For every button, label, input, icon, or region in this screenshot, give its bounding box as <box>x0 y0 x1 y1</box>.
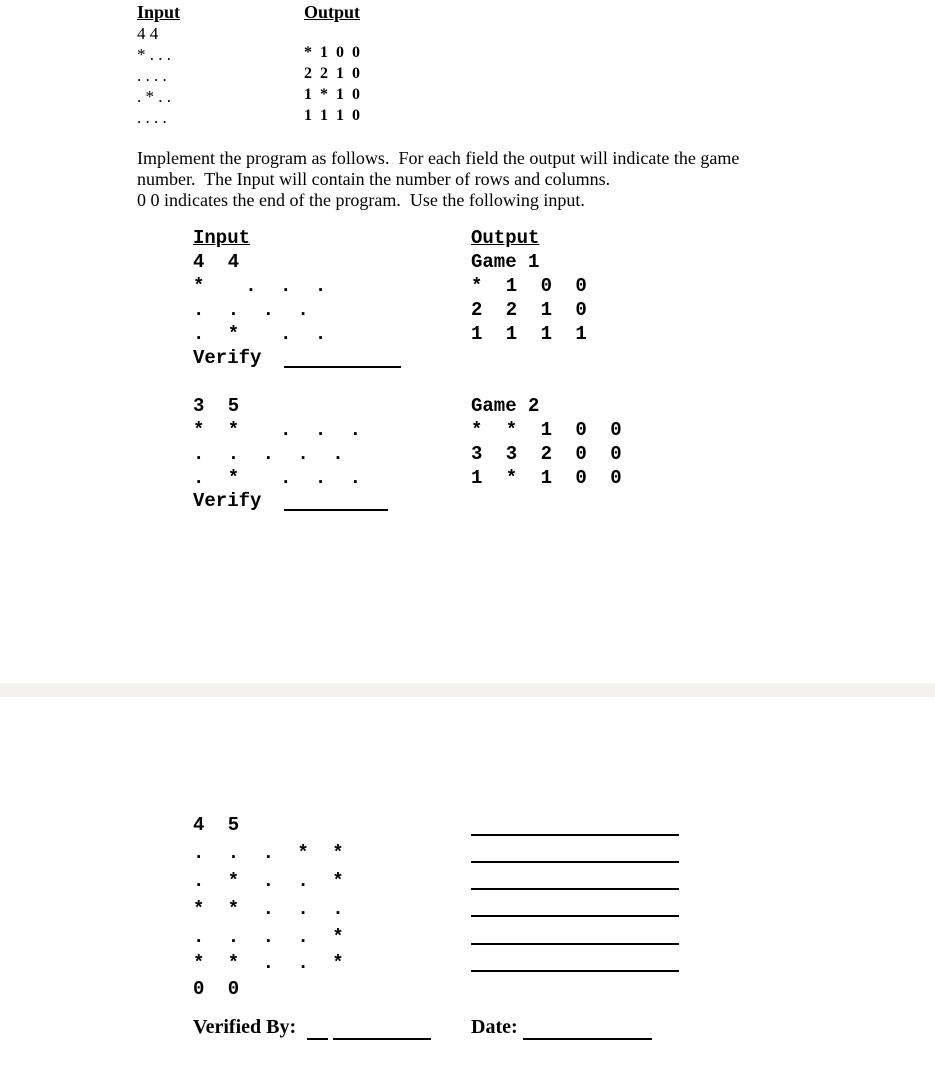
instructions-line: 0 0 indicates the end of the program. Use the following input. <box>137 190 585 210</box>
game3-answer-line[interactable] <box>471 915 679 917</box>
game3-input-row: . . . . * <box>193 926 350 948</box>
example-input-row: * . . . <box>137 45 171 64</box>
example-output-row: 1 * 1 0 <box>304 86 362 103</box>
game3-answer-line[interactable] <box>471 943 679 945</box>
example-output-heading: Output <box>304 2 361 22</box>
game1-output-title: Game 1 <box>471 251 540 273</box>
game3-input-size: 4 5 <box>193 814 246 836</box>
example-output-row: * 1 0 0 <box>304 44 362 61</box>
game2-output-row: * * 1 0 0 <box>471 419 628 441</box>
example-output-row: 1 1 1 0 <box>304 107 362 124</box>
game1-output-row: 2 2 1 0 <box>471 299 593 321</box>
game3-answer-line[interactable] <box>471 970 679 972</box>
example-output-row: 2 2 1 0 <box>304 65 362 82</box>
example-input-row: . . . . <box>137 66 167 85</box>
instructions-line: Implement the program as follows. For each field the output will indicate the game <box>137 148 740 168</box>
table-input-heading: Input <box>193 227 251 249</box>
example-input-size: 4 4 <box>137 24 159 43</box>
game2-verify-label: Verify <box>193 490 262 512</box>
game2-input-row: . * . . . <box>193 467 368 489</box>
game1-input-row: . . . . <box>193 299 315 321</box>
game2-output-title: Game 2 <box>471 395 540 417</box>
game3-input-row: . . . * * <box>193 842 350 864</box>
game3-answer-line[interactable] <box>471 888 679 890</box>
game3-answer-line[interactable] <box>471 861 679 863</box>
game1-verify-line[interactable] <box>284 366 401 368</box>
game1-output-row: * 1 0 0 <box>471 275 593 297</box>
page-break <box>0 683 935 697</box>
verified-by-line[interactable] <box>307 1038 328 1040</box>
example-input-heading: Input <box>137 2 181 22</box>
game3-answer-line[interactable] <box>471 834 679 836</box>
game3-input-row: . * . . * <box>193 870 350 892</box>
game1-input-size: 4 4 <box>193 251 246 273</box>
example-input-row: . * . . <box>137 87 171 106</box>
date-label: Date: <box>471 1016 518 1038</box>
game3-input-row: * * . . . <box>193 898 350 920</box>
date-line[interactable] <box>523 1038 652 1040</box>
instructions-line: number. The Input will contain the number of rows and columns. <box>137 169 611 189</box>
game2-output-row: 1 * 1 0 0 <box>471 467 628 489</box>
example-input-row: . . . . <box>137 108 167 127</box>
game2-input-row: . . . . . <box>193 443 350 465</box>
game1-input-row: . * . . <box>193 323 333 345</box>
table-output-heading: Output <box>471 227 540 249</box>
game1-input-row: * . . . <box>193 275 333 297</box>
game3-end-marker: 0 0 <box>193 978 246 1000</box>
verified-by-line[interactable] <box>333 1038 431 1040</box>
game2-input-row: * * . . . <box>193 419 368 441</box>
game2-input-size: 3 5 <box>193 395 246 417</box>
game3-input-row: * * . . * <box>193 952 350 974</box>
game1-verify-label: Verify <box>193 347 262 369</box>
game1-output-row: 1 1 1 1 <box>471 323 593 345</box>
game2-verify-line[interactable] <box>284 509 388 511</box>
game2-output-row: 3 3 2 0 0 <box>471 443 628 465</box>
verified-by-label: Verified By: <box>193 1016 297 1038</box>
